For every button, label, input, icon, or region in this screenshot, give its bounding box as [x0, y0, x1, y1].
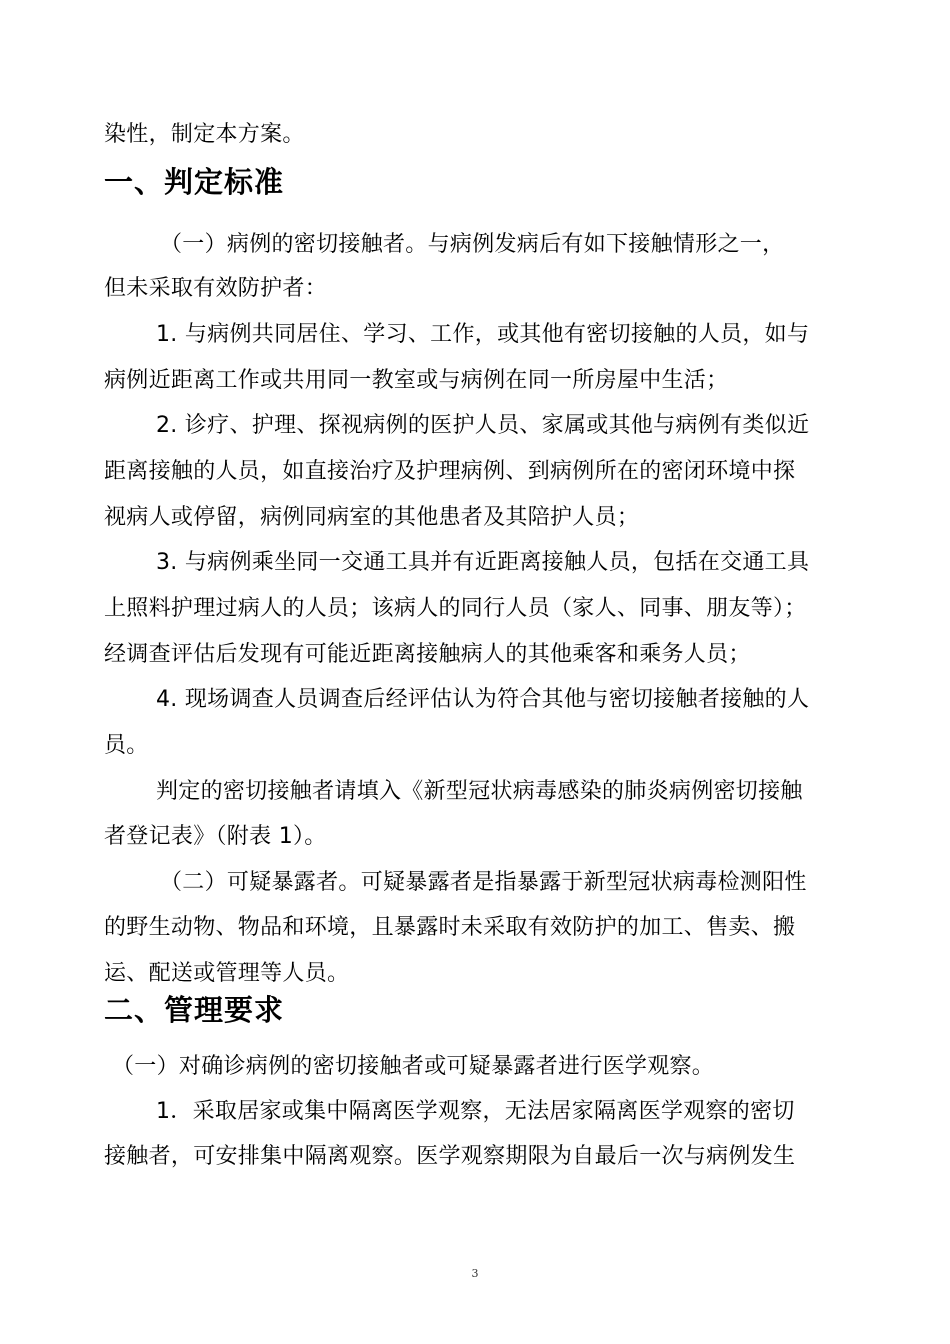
paragraph-line: 染性，制定本方案。 [104, 122, 305, 147]
paragraph-line: 视病人或停留，病例同病室的其他患者及其陪护人员； [104, 505, 640, 530]
paragraph-line: 但未采取有效防护者： [104, 276, 328, 301]
paragraph-line: 4. 现场调查人员调查后经评估认为符合其他与密切接触者接触的人 [156, 687, 810, 712]
paragraph-line: 距离接触的人员，如直接治疗及护理病例、到病例所在的密闭环境中探 [104, 459, 796, 484]
paragraph-line: 经调查评估后发现有可能近距离接触病人的其他乘客和乘务人员； [104, 642, 751, 667]
paragraph-line: 病例近距离工作或共用同一教室或与病例在同一所房屋中生活； [104, 368, 729, 393]
paragraph-line: （一）病例的密切接触者。与病例发病后有如下接触情形之一， [160, 232, 785, 257]
section-heading: 二、管理要求 [104, 993, 285, 1027]
paragraph-line: 3. 与病例乘坐同一交通工具并有近距离接触人员，包括在交通工具 [156, 550, 810, 575]
paragraph-line: 接触者，可安排集中隔离观察。医学观察期限为自最后一次与病例发生 [104, 1144, 796, 1169]
paragraph-line: 的野生动物、物品和环境，且暴露时未采取有效防护的加工、售卖、搬 [104, 915, 796, 940]
paragraph-line: 2. 诊疗、护理、探视病例的医护人员、家属或其他与病例有类似近 [156, 413, 810, 438]
paragraph-line: 1. 与病例共同居住、学习、工作，或其他有密切接触的人员，如与 [156, 322, 810, 347]
paragraph-line: 员。 [104, 733, 149, 758]
paragraph-line: 判定的密切接触者请填入《新型冠状病毒感染的肺炎病例密切接触 [156, 779, 803, 804]
paragraph-line: 者登记表》（附表 1）。 [104, 824, 327, 849]
paragraph-line: 上照料护理过病人的人员；该病人的同行人员（家人、同事、朋友等）； [104, 596, 807, 621]
paragraph-line: （一）对确诊病例的密切接触者或可疑暴露者进行医学观察。 [112, 1054, 715, 1079]
paragraph-line: 1．采取居家或集中隔离医学观察，无法居家隔离医学观察的密切 [156, 1099, 795, 1124]
section-heading: 一、判定标准 [104, 165, 285, 199]
paragraph-line: 运、配送或管理等人员。 [104, 961, 350, 986]
paragraph-line: （二）可疑暴露者。可疑暴露者是指暴露于新型冠状病毒检测阳性 [160, 870, 807, 895]
page-number: 3 [471, 1267, 479, 1280]
